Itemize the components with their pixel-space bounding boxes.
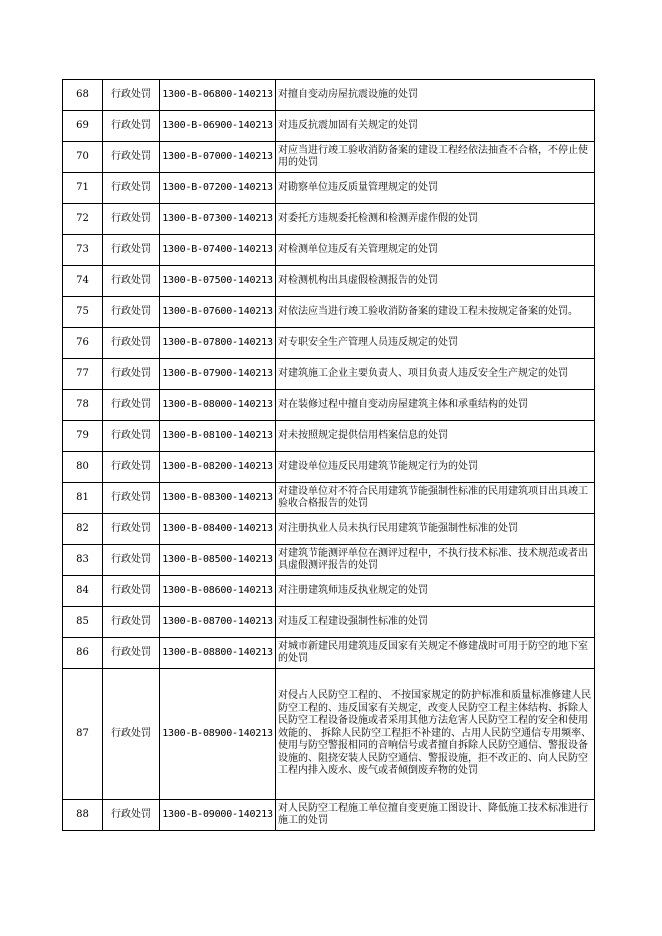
row-name: 对未按照规定提供信用档案信息的处罚 (276, 421, 595, 452)
row-code: 1300-B-06800-140213 (160, 80, 276, 111)
row-number: 72 (63, 204, 103, 235)
row-type: 行政处罚 (103, 390, 160, 421)
row-code: 1300-B-06900-140213 (160, 111, 276, 142)
row-type: 行政处罚 (103, 142, 160, 173)
row-type: 行政处罚 (103, 111, 160, 142)
row-type: 行政处罚 (103, 204, 160, 235)
row-number: 73 (63, 235, 103, 266)
row-code: 1300-B-07300-140213 (160, 204, 276, 235)
row-number: 81 (63, 483, 103, 514)
row-type: 行政处罚 (103, 266, 160, 297)
row-name: 对注册执业人员未执行民用建筑节能强制性标准的处罚 (276, 514, 595, 545)
row-number: 86 (63, 638, 103, 669)
table-row (63, 483, 595, 514)
row-number: 85 (63, 607, 103, 638)
row-number: 76 (63, 328, 103, 359)
row-number: 82 (63, 514, 103, 545)
row-number: 88 (63, 800, 103, 831)
table-row (63, 297, 595, 328)
row-name: 对检测单位违反有关管理规定的处罚 (276, 235, 595, 266)
table-row (63, 421, 595, 452)
row-name: 对专职安全生产管理人员违反规定的处罚 (276, 328, 595, 359)
table-row (63, 545, 595, 576)
row-name: 对委托方违规委托检测和检测弄虚作假的处罚 (276, 204, 595, 235)
row-code: 1300-B-07200-140213 (160, 173, 276, 204)
row-type: 行政处罚 (103, 80, 160, 111)
row-code: 1300-B-08600-140213 (160, 576, 276, 607)
row-type: 行政处罚 (103, 297, 160, 328)
table-row (63, 669, 595, 800)
row-code: 1300-B-08800-140213 (160, 638, 276, 669)
row-code: 1300-B-07800-140213 (160, 328, 276, 359)
row-type: 行政处罚 (103, 359, 160, 390)
row-name: 对城市新建民用建筑违反国家有关规定不修建战时可用于防空的地下室的处罚 (276, 638, 595, 669)
row-name: 对建筑施工企业主要负责人、项目负责人违反安全生产规定的处罚 (276, 359, 595, 390)
row-number: 84 (63, 576, 103, 607)
table-body (63, 80, 595, 831)
table-row (63, 576, 595, 607)
row-type: 行政处罚 (103, 545, 160, 576)
table-row (63, 80, 595, 111)
row-name: 对在装修过程中擅自变动房屋建筑主体和承重结构的处罚 (276, 390, 595, 421)
row-number: 78 (63, 390, 103, 421)
row-code: 1300-B-07400-140213 (160, 235, 276, 266)
row-type: 行政处罚 (103, 452, 160, 483)
row-type: 行政处罚 (103, 669, 160, 800)
row-code: 1300-B-08200-140213 (160, 452, 276, 483)
row-number: 79 (63, 421, 103, 452)
row-name: 对建筑节能测评单位在测评过程中，不执行技术标准、技术规范或者出具虚假测评报告的处罚 (276, 545, 595, 576)
row-number: 69 (63, 111, 103, 142)
row-code: 1300-B-08000-140213 (160, 390, 276, 421)
row-code: 1300-B-09000-140213 (160, 800, 276, 831)
row-code: 1300-B-07600-140213 (160, 297, 276, 328)
row-name: 对勘察单位违反质量管理规定的处罚 (276, 173, 595, 204)
row-type: 行政处罚 (103, 173, 160, 204)
row-type: 行政处罚 (103, 328, 160, 359)
row-type: 行政处罚 (103, 800, 160, 831)
row-type: 行政处罚 (103, 421, 160, 452)
row-number: 74 (63, 266, 103, 297)
row-code: 1300-B-07500-140213 (160, 266, 276, 297)
row-name: 对侵占人民防空工程的、 不按国家规定的防护标准和质量标准修建人民防空工程的、违反国家有关规定，改变人民防空工程主体结构、拆除人民防空工程设备设施或者采用其他方法危害人民防空工程的安全和使用效能的、 拆除人民防空工程拒不补建的、占用人民防空通信专用频率、使用与防空警报相同的音响信号或者擅自拆除人民防空通信、警报设备设施的、阻挠安装人民防空通信、警报设施，拒不改正的、向人民防空工程内排入废水、废气或者倾倒废弃物的处罚 (276, 669, 595, 800)
table-row (63, 235, 595, 266)
table-row (63, 328, 595, 359)
table-row (63, 638, 595, 669)
row-number: 70 (63, 142, 103, 173)
row-number: 68 (63, 80, 103, 111)
row-name: 对检测机构出具虚假检测报告的处罚 (276, 266, 595, 297)
table-row (63, 800, 595, 831)
table-row (63, 452, 595, 483)
row-name: 对擅自变动房屋抗震设施的处罚 (276, 80, 595, 111)
table-row (63, 607, 595, 638)
row-code: 1300-B-08700-140213 (160, 607, 276, 638)
row-type: 行政处罚 (103, 607, 160, 638)
row-name: 对应当进行竣工验收消防备案的建设工程经依法抽查不合格，不停止使用的处罚 (276, 142, 595, 173)
row-number: 87 (63, 669, 103, 800)
penalty-table (62, 79, 595, 831)
row-code: 1300-B-08900-140213 (160, 669, 276, 800)
row-code: 1300-B-08300-140213 (160, 483, 276, 514)
row-number: 83 (63, 545, 103, 576)
table-row (63, 111, 595, 142)
row-name: 对人民防空工程施工单位擅自变更施工图设计、降低施工技术标准进行施工的处罚 (276, 800, 595, 831)
table-row (63, 204, 595, 235)
row-code: 1300-B-07000-140213 (160, 142, 276, 173)
row-name: 对依法应当进行竣工验收消防备案的建设工程未按规定备案的处罚。 (276, 297, 595, 328)
table-row (63, 142, 595, 173)
row-number: 71 (63, 173, 103, 204)
row-type: 行政处罚 (103, 514, 160, 545)
row-name: 对建设单位对不符合民用建筑节能强制性标准的民用建筑项目出具竣工验收合格报告的处罚 (276, 483, 595, 514)
row-type: 行政处罚 (103, 638, 160, 669)
row-name: 对违反抗震加固有关规定的处罚 (276, 111, 595, 142)
row-code: 1300-B-08100-140213 (160, 421, 276, 452)
row-name: 对建设单位违反民用建筑节能规定行为的处罚 (276, 452, 595, 483)
row-name: 对违反工程建设强制性标准的处罚 (276, 607, 595, 638)
table-row (63, 514, 595, 545)
row-code: 1300-B-08400-140213 (160, 514, 276, 545)
row-name: 对注册建筑师违反执业规定的处罚 (276, 576, 595, 607)
row-type: 行政处罚 (103, 576, 160, 607)
row-code: 1300-B-07900-140213 (160, 359, 276, 390)
row-number: 80 (63, 452, 103, 483)
row-code: 1300-B-08500-140213 (160, 545, 276, 576)
row-number: 77 (63, 359, 103, 390)
table-row (63, 390, 595, 421)
table-row (63, 266, 595, 297)
row-type: 行政处罚 (103, 235, 160, 266)
row-number: 75 (63, 297, 103, 328)
row-type: 行政处罚 (103, 483, 160, 514)
table-row (63, 173, 595, 204)
table-row (63, 359, 595, 390)
